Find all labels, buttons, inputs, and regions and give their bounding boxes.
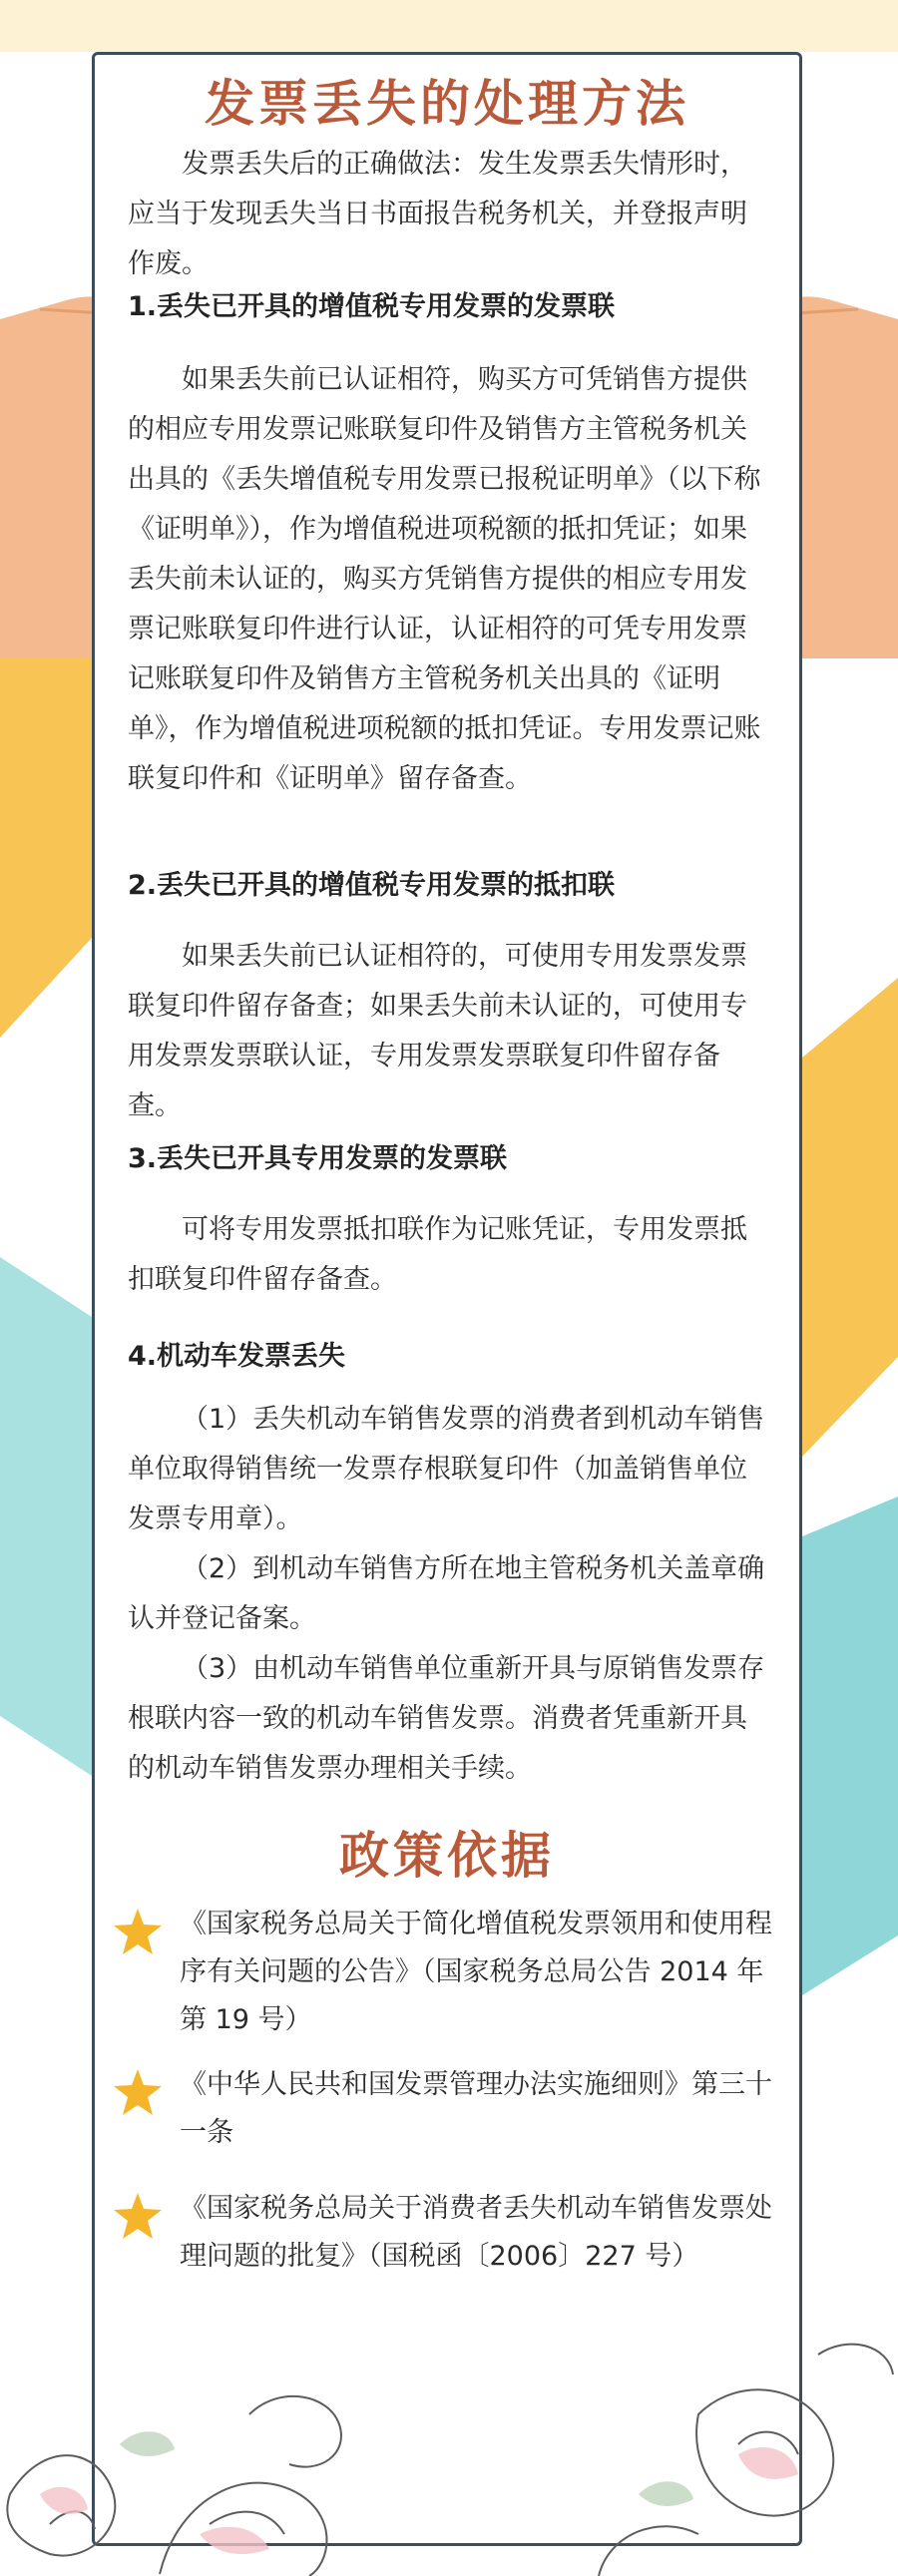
page-title: 发票丢失的处理方法	[205, 75, 689, 133]
section-1-heading: 1.丢失已开具的增值税专用发票的发票联	[128, 291, 616, 322]
section-3-body: 可将专用发票抵扣联作为记账凭证，专用发票抵扣联复印件留存备查。	[128, 1214, 747, 1295]
basis-item	[112, 1901, 770, 2040]
star-icon	[112, 2067, 164, 2117]
section-2-body: 如果丢失前已认证相符的，可使用专用发票发票联复印件留存备查；如果丢失前未认证的，可使用专用发票发票联认证，专用发票发票联复印件留存备查。	[128, 941, 747, 1121]
section-4-item-3: （3）由机动车销售单位重新开具与原销售发票存根联内容一致的机动车销售发票。消费者凭重新开具的机动车销售发票办理相关手续。	[128, 1653, 765, 1784]
intro-paragraph: 发票丢失后的正确做法：发生发票丢失情形时，应当于发现丢失当日书面报告税务机关，并登报声明作废。	[128, 149, 747, 279]
section-2-heading: 2.丢失已开具的增值税专用发票的抵扣联	[128, 870, 616, 901]
section-1-body: 如果丢失前已认证相符，购买方可凭销售方提供的相应专用发票记账联复印件及销售方主管税务机关出具的《丢失增值税专用发票已报税证明单》（以下称《证明单》），作为增值税进项税额的抵扣凭证；如果丢失前未认证的，购买方凭销售方提供的相应专用发票记账联复印件进行认证，认证相符的可凭专用发票记账联复印件及销售方主管税务机关出具的《证明单》，作为增值税进项税额的抵扣凭证。专用发票记账联复印件和《证明单》留存备查。	[128, 364, 761, 794]
section-3-heading: 3.丢失已开具专用发票的发票联	[128, 1143, 508, 1174]
flower-decoration	[0, 2295, 898, 2576]
background-yellow-right	[802, 978, 898, 1457]
basis-text: 《中华人民共和国发票管理办法实施细则》第三十一条	[180, 2069, 772, 2148]
section-4-item-2: （2）到机动车销售方所在地主管税务机关盖章确认并登记备案。	[128, 1553, 765, 1634]
star-icon	[112, 2191, 164, 2241]
background-stripe-top	[0, 0, 898, 52]
star-icon	[112, 1907, 164, 1956]
section-4-heading: 4.机动车发票丢失	[128, 1341, 346, 1372]
basis-title: 政策依据	[339, 1827, 555, 1885]
background-teal-right	[802, 1497, 898, 1995]
basis-text: 《国家税务总局关于简化增值税发票领用和使用程序有关问题的公告》（国家税务总局公告 2014 年第 19 号）	[180, 1909, 772, 2035]
basis-text: 《国家税务总局关于消费者丢失机动车销售发票处理问题的批复》（国税函〔2006〕227 号）	[180, 2193, 772, 2272]
basis-item	[112, 2061, 770, 2161]
background-teal-left	[0, 1257, 92, 1776]
section-4-item-1: （1）丢失机动车销售发票的消费者到机动车销售单位取得销售统一发票存根联复印件（加盖销售单位发票专用章）。	[128, 1404, 765, 1534]
